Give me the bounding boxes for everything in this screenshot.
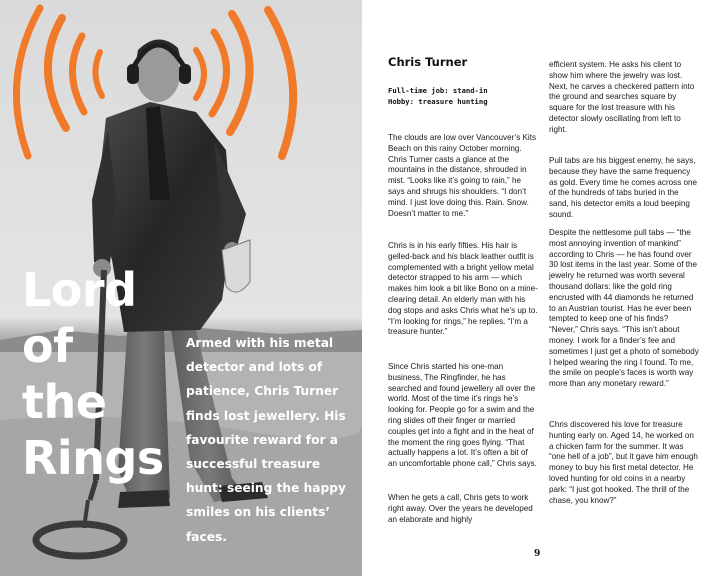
article-meta [388, 86, 488, 107]
paragraph: Despite the nettlesome pull tabs — “the most annoying invention of mankind” according to Chris — he has found over 30 lost items in the last year. Some of the jewelry he returned was worth several thousand dollars: like the gold ring encrusted with 44 diamonds he returned to an Austrian tourist. Has he ever been tempted to keep one of his finds? “Never,” Chris says. “This isn’t about money. I work for a finder’s fee and sometimes I just get a photo of somebody I helped wearing the ring I found. To me, the smile on people’s faces is worth way more than any monetary reward.” [549, 228, 699, 389]
paragraph: Chris is in his early fifties. His hair is gelled-back and his black leather outfit is complemented with a bright yellow metal detector strapped to his arm — which makes him look a bit like Bono on a mine-clearing detail. An elderly man with his dog stops and asks Chris what he’s up to. “I’m looking for rings,” he replies. “I’m a treasure hunter.” [388, 241, 538, 337]
paragraph: When he gets a call, Chris gets to work right away. Over the years he developed an elaborate and highly [388, 493, 533, 524]
hero-title [22, 262, 202, 486]
paragraph: The clouds are low over Vancouver’s Kits Beach on this rainy October morning. Chris Turner casts a glance at the mountains in the distance, shrouded in mist. “Looks like it’s going to rain,” he says and shrugs his shoulders. “I don’t mind. I just love doing this. Rain. Snow. Doesn’t matter to me.” [388, 133, 537, 218]
hero-title-line: Rings [22, 431, 164, 485]
paragraph: Since Chris started his one-man business, The Ringfinder, he has searched and found jewellery all over the world. Most of the time it’s rings he’s looking for. People go for a swim and the ring slides off their finger or married couples get into a fight and in the heat of the moment the ring goes flying. “That actually happens a lot. It’s often a bit of an uncomfortable phone call,” Chris says. [388, 362, 537, 469]
hobby-line: Hobby: treasure hunting [388, 96, 488, 106]
article-page [362, 0, 720, 576]
paragraph: Pull tabs are his biggest enemy, he says, because they have the same frequency as gold. Every time he comes across one of the hundreds of tabs buried in the sand, his detector emits a loud beeping sound. [549, 156, 698, 219]
paragraph: Chris discovered his love for treasure hunting early on. Aged 14, he worked on a chicken farm for the summer. It was “one hell of a job”, but it gave him enough money to buy his first metal detector. He loved hunting for old coins in a nearby park: “I just got hooked. The thrill of the chase, you know?” [549, 420, 698, 505]
article-name-heading: Chris Turner [388, 55, 468, 69]
page-number: 9 [534, 549, 541, 559]
paragraph: efficient system. He asks his client to show him where the jewelry was lost. Next, he carves a checkered pattern into the ground and searches square by square for the lost treasure with his detector slowly oscillating from left to right. [549, 60, 695, 134]
job-line: Full-time job: stand-in [388, 86, 488, 95]
hero-lede: Armed with his metal detector and lots of patience, Chris Turner finds lost jewellery. His favourite reward for a successful treasure hunt: seeing the happy smiles on his clients’ faces. [186, 336, 346, 544]
hero-title-line: the [22, 375, 107, 429]
hero-title-line: Lord of [22, 263, 137, 373]
